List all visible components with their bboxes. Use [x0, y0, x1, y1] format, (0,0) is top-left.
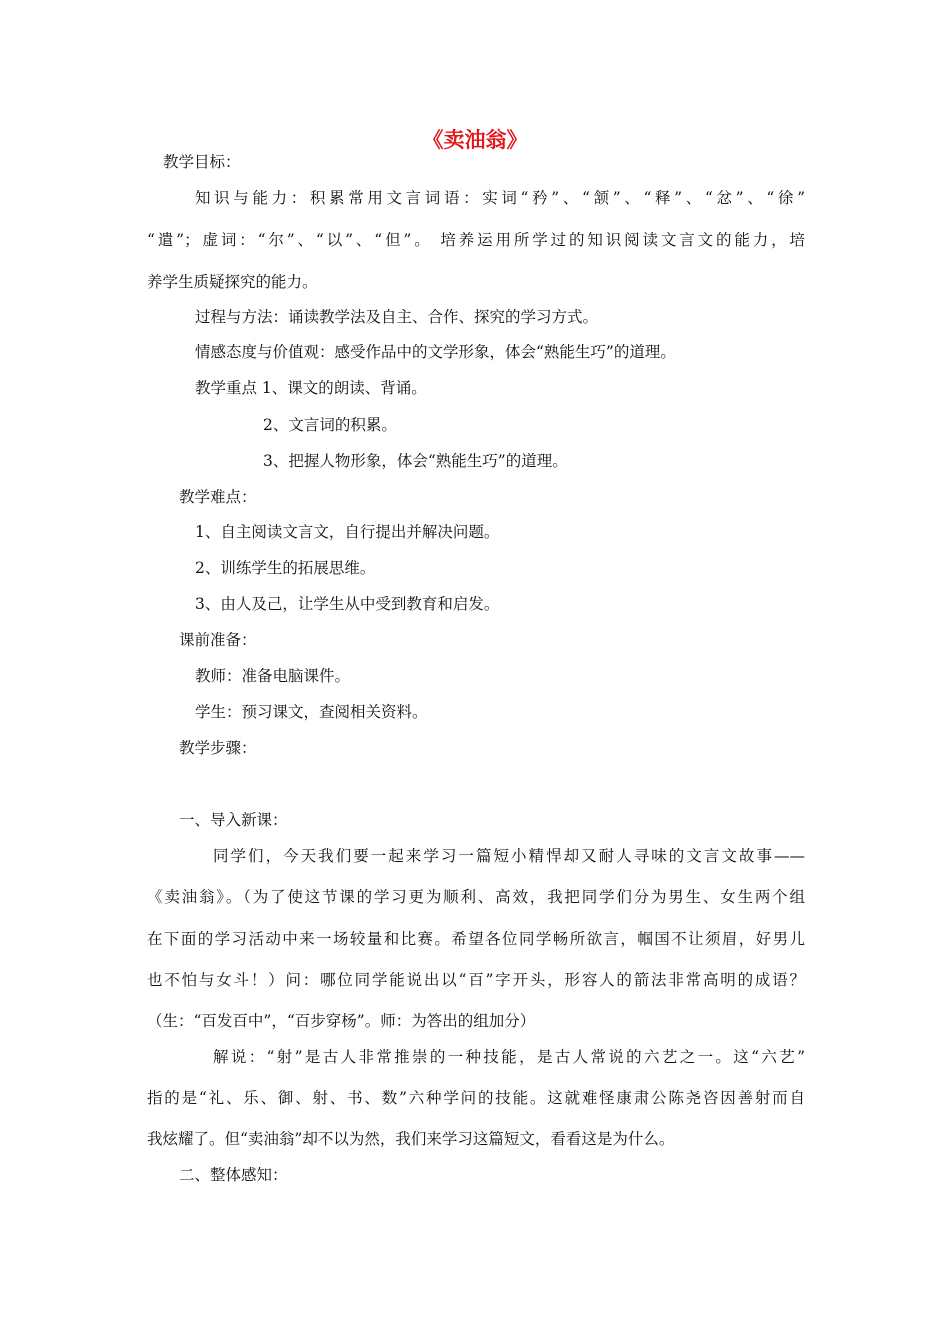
- document-title: 《卖油翁》: [422, 128, 528, 152]
- keypoint-3: 3、把握人物形象，体会“熟能生巧”的道理。: [263, 452, 568, 470]
- goals-knowledge-line-3: 养学生质疑探究的能力。: [147, 273, 318, 291]
- section-2-heading: 二、整体感知：: [179, 1166, 288, 1184]
- goals-emotion: 情感态度与价值观：感受作品中的文学形象，体会“熟能生巧”的道理。: [195, 343, 676, 361]
- goals-knowledge-line-1: 知识与能力：积累常用文言词语：实词“矜”、“颔”、“释”、“忿”、“徐”: [195, 189, 805, 207]
- prep-heading: 课前准备：: [179, 631, 257, 649]
- intro-line-3: 在下面的学习活动中来一场较量和比赛。希望各位同学畅所欲言，帼国不让须眉，好男儿: [147, 930, 805, 948]
- difficulty-heading: 教学难点：: [179, 488, 257, 506]
- goals-knowledge-line-2: “遣”；虚词：“尔”、“以”、“但”。 培养运用所学过的知识阅读文言文的能力，培: [147, 231, 805, 249]
- keypoint-2: 2、文言词的积累。: [263, 416, 397, 434]
- prep-teacher: 教师：准备电脑课件。: [195, 667, 351, 685]
- prep-student: 学生：预习课文，查阅相关资料。: [195, 703, 428, 721]
- difficulty-2: 2、训练学生的拓展思维。: [195, 559, 376, 577]
- section-1-heading: 一、导入新课：: [179, 811, 288, 829]
- intro-line-1: 同学们，今天我们要一起来学习一篇短小精悍却又耐人寻味的文言文故事——: [213, 847, 805, 865]
- intro-line-2: 《卖油翁》。（为了使这节课的学习更为顺利、高效，我把同学们分为男生、女生两个组: [147, 888, 805, 906]
- explain-line-1: 解说：“射”是古人非常推崇的一种技能，是古人常说的六艺之一。这“六艺”: [213, 1048, 805, 1066]
- explain-line-2: 指的是“礼、乐、御、射、书、数”六种学问的技能。这就难怪康肃公陈尧咨因善射而自: [147, 1089, 805, 1107]
- intro-line-4: 也不怕与女斗！）问：哪位同学能说出以“百”字开头，形容人的箭法非常高明的成语？: [147, 971, 805, 989]
- difficulty-3: 3、由人及己，让学生从中受到教育和启发。: [195, 595, 500, 613]
- difficulty-1: 1、自主阅读文言文，自行提出并解决问题。: [195, 523, 500, 541]
- steps-heading: 教学步骤：: [179, 739, 257, 757]
- intro-line-5: （生：“百发百中”，“百步穿杨”。师：为答出的组加分）: [147, 1012, 536, 1030]
- explain-line-3: 我炫耀了。但“卖油翁”却不以为然，我们来学习这篇短文，看看这是为什么。: [147, 1130, 675, 1148]
- goals-heading: 教学目标：: [163, 153, 241, 171]
- goals-process: 过程与方法：诵读教学法及自主、合作、探究的学习方式。: [195, 308, 599, 326]
- keypoint-1: 教学重点 1、课文的朗读、背诵。: [195, 379, 427, 397]
